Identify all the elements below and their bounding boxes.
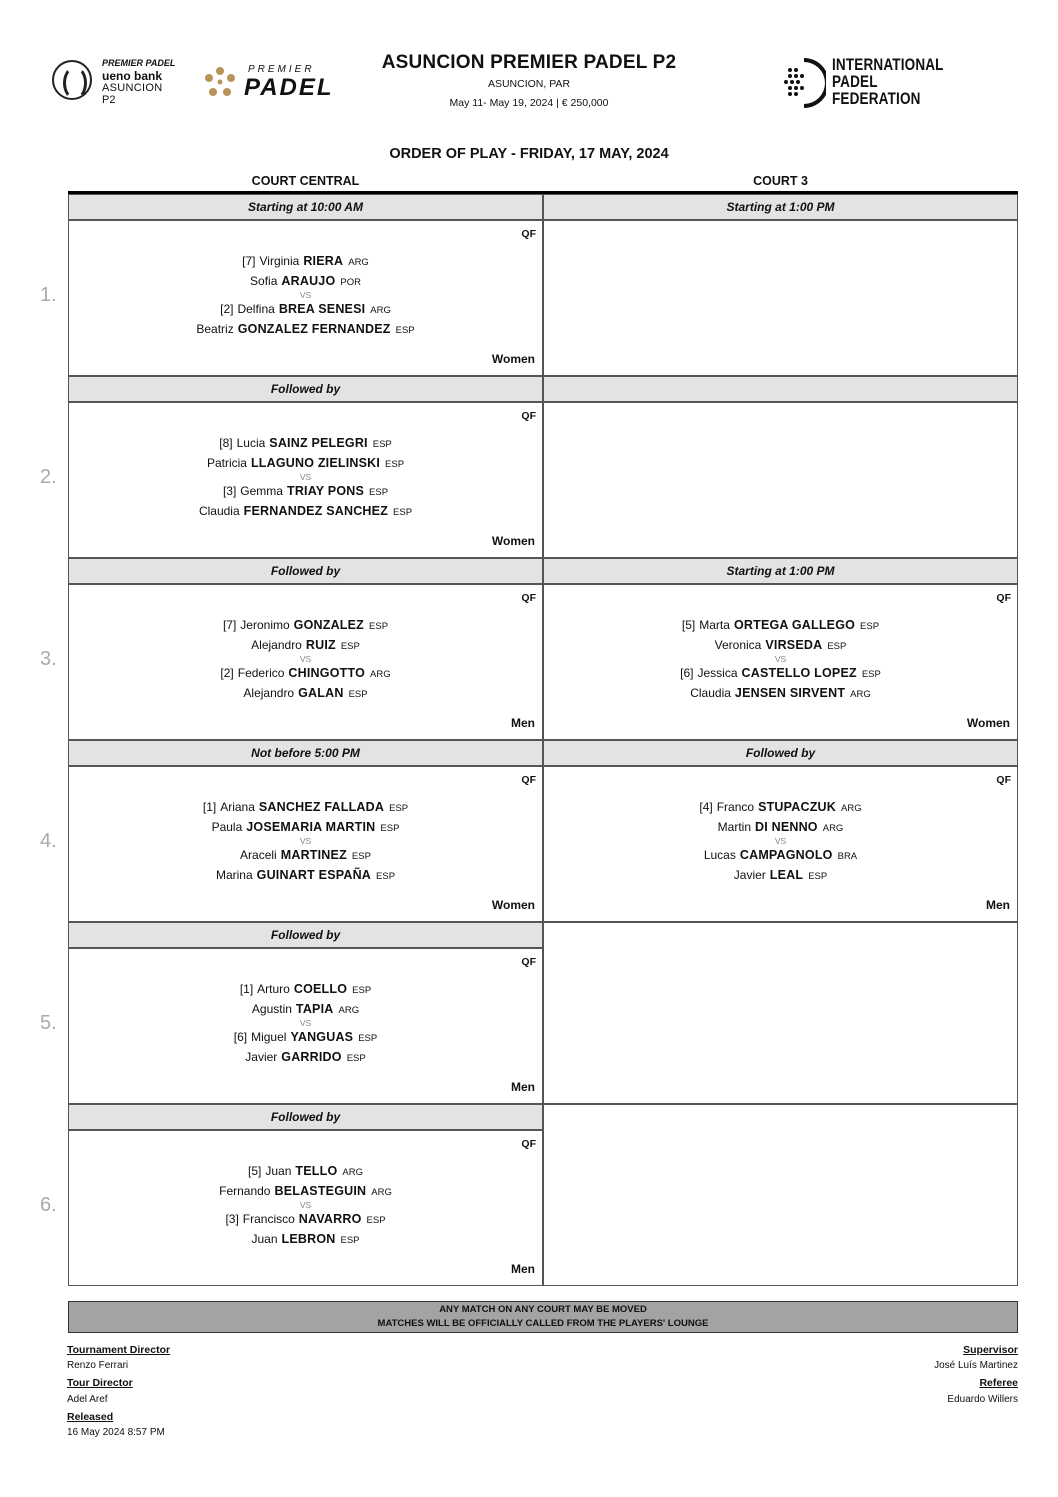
match-card (68, 766, 543, 922)
player-first-name: Ariana (220, 800, 255, 814)
player-last-name: JOSEMARIA MARTIN (246, 820, 376, 834)
player-nationality: ESP (380, 823, 400, 834)
logo-text-2: ueno bank (102, 69, 163, 83)
player-last-name: TELLO (295, 1164, 338, 1178)
player-line (69, 319, 542, 339)
order-of-play-title: ORDER OF PLAY - FRIDAY, 17 MAY, 2024 (389, 146, 669, 162)
player-first-name: Marina (215, 868, 253, 882)
player-last-name: GARRIDO (281, 1050, 342, 1064)
supervisor-label: Supervisor (963, 1344, 1018, 1356)
player-last-name: YANGUAS (290, 1030, 354, 1044)
vs-label: VS (299, 290, 312, 300)
match-round: QF (521, 774, 536, 786)
player-seed: [7] (242, 254, 256, 268)
tour-director-name: Adel Aref (67, 1394, 108, 1405)
match-round: QF (521, 410, 536, 422)
match-card (68, 1130, 543, 1286)
premier-text: PREMIER (248, 64, 315, 75)
logo-text-4: P2 (102, 94, 116, 106)
player-last-name: TAPIA (295, 1002, 334, 1016)
vs-label: VS (299, 1200, 312, 1210)
slot-time-header: Followed by (68, 922, 543, 948)
schedule-grid (68, 194, 1018, 1286)
match-players (69, 797, 542, 885)
player-first-name: Javier (733, 868, 766, 882)
match-round: QF (521, 228, 536, 240)
player-nationality: POR (340, 277, 361, 288)
player-seed: [8] (219, 436, 233, 450)
player-last-name: GONZALEZ FERNANDEZ (237, 322, 391, 336)
player-nationality: ARG (370, 305, 391, 316)
row-number: 6. (40, 1194, 57, 1216)
player-line (69, 1229, 542, 1249)
match-players (69, 251, 542, 339)
player-last-name: TRIAY PONS (286, 484, 365, 498)
player-first-name: Juan (265, 1164, 292, 1178)
player-line (69, 1181, 542, 1201)
player-first-name: Federico (237, 666, 285, 680)
player-line (544, 797, 1017, 817)
player-first-name: Jessica (697, 666, 738, 680)
player-last-name: CAMPAGNOLO (739, 848, 833, 862)
player-nationality: ESP (348, 689, 368, 700)
player-seed: [7] (222, 618, 237, 632)
player-nationality: ESP (351, 851, 371, 862)
player-last-name: CHINGOTTO (288, 666, 365, 680)
notice-line-1: ANY MATCH ON ANY COURT MAY BE MOVED (439, 1304, 647, 1315)
player-seed: [6] (680, 666, 694, 680)
court-central-header: COURT CENTRAL (251, 174, 360, 188)
player-line (69, 251, 542, 271)
tournament-director-label: Tournament Director (67, 1344, 171, 1356)
player-line (69, 481, 542, 501)
vs-label: VS (299, 654, 312, 664)
player-line (69, 999, 542, 1019)
empty-slot (543, 402, 1018, 558)
player-nationality: BRA (837, 851, 858, 862)
player-line (69, 663, 542, 683)
player-first-name: Virginia (259, 254, 300, 268)
player-last-name: BELASTEGUIN (274, 1184, 367, 1198)
ipf-line-3: FEDERATION (832, 90, 921, 108)
player-nationality: ESP (352, 985, 372, 996)
player-last-name: LEBRON (281, 1232, 336, 1246)
player-nationality: ARG (342, 1167, 363, 1178)
player-first-name: Alejandro (251, 638, 302, 652)
tour-director-label: Tour Director (67, 1377, 133, 1389)
match-players (69, 615, 542, 703)
empty-slot (543, 1104, 1018, 1286)
player-first-name: Francisco (242, 1212, 295, 1226)
player-last-name: LEAL (769, 868, 804, 882)
slot-time-header: Starting at 1:00 PM (543, 558, 1018, 584)
player-last-name: COELLO (293, 982, 348, 996)
slot-time-header: Followed by (68, 376, 543, 402)
player-line (69, 299, 542, 319)
player-nationality: ARG (371, 1187, 392, 1198)
player-first-name: Sofia (250, 274, 278, 288)
player-first-name: Claudia (198, 504, 240, 518)
player-nationality: ESP (366, 1215, 386, 1226)
player-line (69, 1047, 542, 1067)
slot-time-header: Followed by (68, 1104, 543, 1130)
player-line (69, 635, 542, 655)
player-last-name: MARTINEZ (280, 848, 347, 862)
player-line (544, 865, 1017, 885)
player-nationality: ESP (808, 871, 828, 882)
match-card (543, 584, 1018, 740)
player-last-name: ARAUJO (281, 274, 336, 288)
supervisor-name: José Luís Martinez (934, 1360, 1018, 1371)
player-nationality: ESP (369, 487, 389, 498)
empty-slot (543, 922, 1018, 1104)
player-nationality: ARG (841, 803, 862, 814)
notice-banner (68, 1301, 1018, 1333)
player-line (69, 1027, 542, 1047)
player-first-name: Fernando (219, 1184, 271, 1198)
match-card (68, 402, 543, 558)
player-last-name: LLAGUNO ZIELINSKI (250, 456, 381, 470)
player-nationality: ESP (827, 641, 847, 652)
player-seed: [4] (699, 800, 713, 814)
player-seed: [6] (233, 1030, 248, 1044)
player-nationality: ARG (822, 823, 844, 834)
player-line (544, 615, 1017, 635)
slot-time-header: Not before 5:00 PM (68, 740, 543, 766)
player-first-name: Lucas (703, 848, 736, 862)
match-round: QF (521, 1138, 536, 1150)
player-line (69, 845, 542, 865)
match-round: QF (996, 592, 1011, 604)
player-nationality: ESP (393, 507, 413, 518)
match-category: Women (491, 534, 535, 548)
ipf-line-2: PADEL (832, 73, 878, 91)
player-last-name: FERNANDEZ SANCHEZ (243, 504, 389, 518)
player-last-name: VIRSEDA (765, 638, 823, 652)
logo-text-3: ASUNCION (102, 82, 163, 94)
player-first-name: Veronica (714, 638, 762, 652)
player-first-name: Javier (245, 1050, 278, 1064)
player-nationality: ESP (395, 325, 415, 336)
player-line (69, 271, 542, 291)
match-players (69, 1161, 542, 1249)
player-first-name: Alejandro (243, 686, 295, 700)
player-line (69, 1161, 542, 1181)
player-line (69, 615, 542, 635)
player-first-name: Miguel (251, 1030, 287, 1044)
notice-line-2: MATCHES WILL BE OFFICIALLY CALLED FROM THE PLAYERS' LOUNGE (377, 1318, 709, 1329)
match-card (543, 766, 1018, 922)
tournament-location: ASUNCION, PAR (487, 78, 571, 90)
player-first-name: Juan (251, 1232, 278, 1246)
player-line (69, 683, 542, 703)
row-number: 5. (40, 1012, 57, 1034)
match-card (68, 948, 543, 1104)
player-last-name: DI NENNO (755, 820, 818, 834)
player-first-name: Paula (211, 820, 243, 834)
tournament-title: ASUNCION PREMIER PADEL P2 (381, 52, 677, 73)
player-nationality: ESP (369, 621, 389, 632)
slot-time-header (543, 376, 1018, 402)
player-nationality: ARG (348, 257, 369, 268)
match-category: Men (986, 898, 1010, 912)
player-last-name: STUPACZUK (758, 800, 837, 814)
player-last-name: RIERA (303, 254, 344, 268)
row-number: 2. (40, 466, 57, 488)
player-last-name: RUIZ (305, 638, 336, 652)
match-players (544, 797, 1017, 885)
match-round: QF (521, 592, 536, 604)
row-number: 3. (40, 648, 57, 670)
vs-label: VS (299, 1018, 312, 1028)
player-last-name: CASTELLO LOPEZ (741, 666, 857, 680)
match-card (68, 584, 543, 740)
player-line (544, 817, 1017, 837)
slot-time-header: Followed by (543, 740, 1018, 766)
match-category: Men (511, 1262, 535, 1276)
match-category: Men (511, 716, 535, 730)
player-last-name: GUINART ESPAÑA (256, 868, 372, 882)
slot-time-header: Starting at 1:00 PM (543, 194, 1018, 220)
match-category: Women (491, 352, 535, 366)
player-last-name: GONZALEZ (293, 618, 365, 632)
player-first-name: Agustin (251, 1002, 292, 1016)
logo-text-1: PREMIER PADEL (102, 58, 176, 68)
player-first-name: Beatriz (196, 322, 234, 336)
player-seed: [1] (202, 800, 217, 814)
player-nationality: ESP (389, 803, 409, 814)
player-line (69, 433, 542, 453)
player-line (69, 453, 542, 473)
player-first-name: Lucia (236, 436, 266, 450)
player-line (69, 865, 542, 885)
court-3-header: COURT 3 (753, 174, 808, 188)
released-label: Released (67, 1411, 114, 1423)
slot-time-header: Followed by (68, 558, 543, 584)
player-first-name: Araceli (240, 848, 277, 862)
player-line (69, 817, 542, 837)
player-nationality: ESP (860, 621, 880, 632)
player-first-name: Martin (717, 820, 752, 834)
player-first-name: Gemma (240, 484, 283, 498)
player-last-name: SANCHEZ FALLADA (258, 800, 385, 814)
player-line (544, 683, 1017, 703)
player-seed: [2] (220, 666, 234, 680)
player-line (544, 663, 1017, 683)
player-last-name: ORTEGA GALLEGO (733, 618, 856, 632)
player-first-name: Patricia (206, 456, 247, 470)
player-nationality: ARG (370, 669, 391, 680)
player-first-name: Jeronimo (240, 618, 290, 632)
player-nationality: ESP (376, 871, 396, 882)
referee-label: Referee (979, 1377, 1018, 1389)
tournament-director-name: Renzo Ferrari (67, 1360, 129, 1371)
player-last-name: GALAN (298, 686, 344, 700)
player-first-name: Arturo (257, 982, 290, 996)
player-line (69, 1209, 542, 1229)
player-nationality: ARG (850, 689, 871, 700)
row-number: 1. (40, 284, 57, 306)
match-category: Women (966, 716, 1010, 730)
player-line (69, 797, 542, 817)
referee-name: Eduardo Willers (947, 1394, 1018, 1405)
player-nationality: ESP (340, 641, 360, 652)
row-number: 4. (40, 830, 57, 852)
slot-time-header: Starting at 10:00 AM (68, 194, 543, 220)
player-line (544, 845, 1017, 865)
player-last-name: BREA SENESI (278, 302, 366, 316)
player-nationality: ESP (861, 669, 881, 680)
empty-slot (543, 220, 1018, 376)
player-last-name: SAINZ PELEGRI (269, 436, 368, 450)
player-line (69, 979, 542, 999)
match-round: QF (996, 774, 1011, 786)
vs-label: VS (299, 472, 312, 482)
player-nationality: ESP (340, 1235, 360, 1246)
player-nationality: ESP (358, 1033, 378, 1044)
player-last-name: JENSEN SIRVENT (734, 686, 846, 700)
player-line (544, 635, 1017, 655)
released-datetime: 16 May 2024 8:57 PM (67, 1427, 165, 1438)
player-first-name: Marta (699, 618, 730, 632)
player-nationality: ESP (372, 439, 392, 450)
player-nationality: ESP (385, 459, 405, 470)
player-seed: [3] (222, 484, 237, 498)
match-category: Men (511, 1080, 535, 1094)
vs-label: VS (774, 836, 787, 846)
player-first-name: Franco (716, 800, 755, 814)
player-seed: [3] (225, 1212, 239, 1226)
player-seed: [5] (681, 618, 696, 632)
vs-label: VS (774, 654, 787, 664)
player-nationality: ARG (338, 1005, 360, 1016)
player-last-name: NAVARRO (298, 1212, 362, 1226)
match-category: Women (491, 898, 535, 912)
player-first-name: Claudia (690, 686, 731, 700)
match-players (69, 433, 542, 521)
padel-text: PADEL (244, 74, 334, 101)
vs-label: VS (299, 836, 312, 846)
match-players (69, 979, 542, 1067)
match-round: QF (521, 956, 536, 968)
ipf-line-1: INTERNATIONAL (832, 56, 944, 74)
player-seed: [2] (220, 302, 234, 316)
player-line (69, 501, 542, 521)
player-seed: [1] (239, 982, 254, 996)
match-players (544, 615, 1017, 703)
player-nationality: ESP (346, 1053, 366, 1064)
player-seed: [5] (248, 1164, 262, 1178)
tournament-dates: May 11- May 19, 2024 | € 250,000 (449, 97, 609, 109)
player-first-name: Delfina (237, 302, 275, 316)
match-card (68, 220, 543, 376)
